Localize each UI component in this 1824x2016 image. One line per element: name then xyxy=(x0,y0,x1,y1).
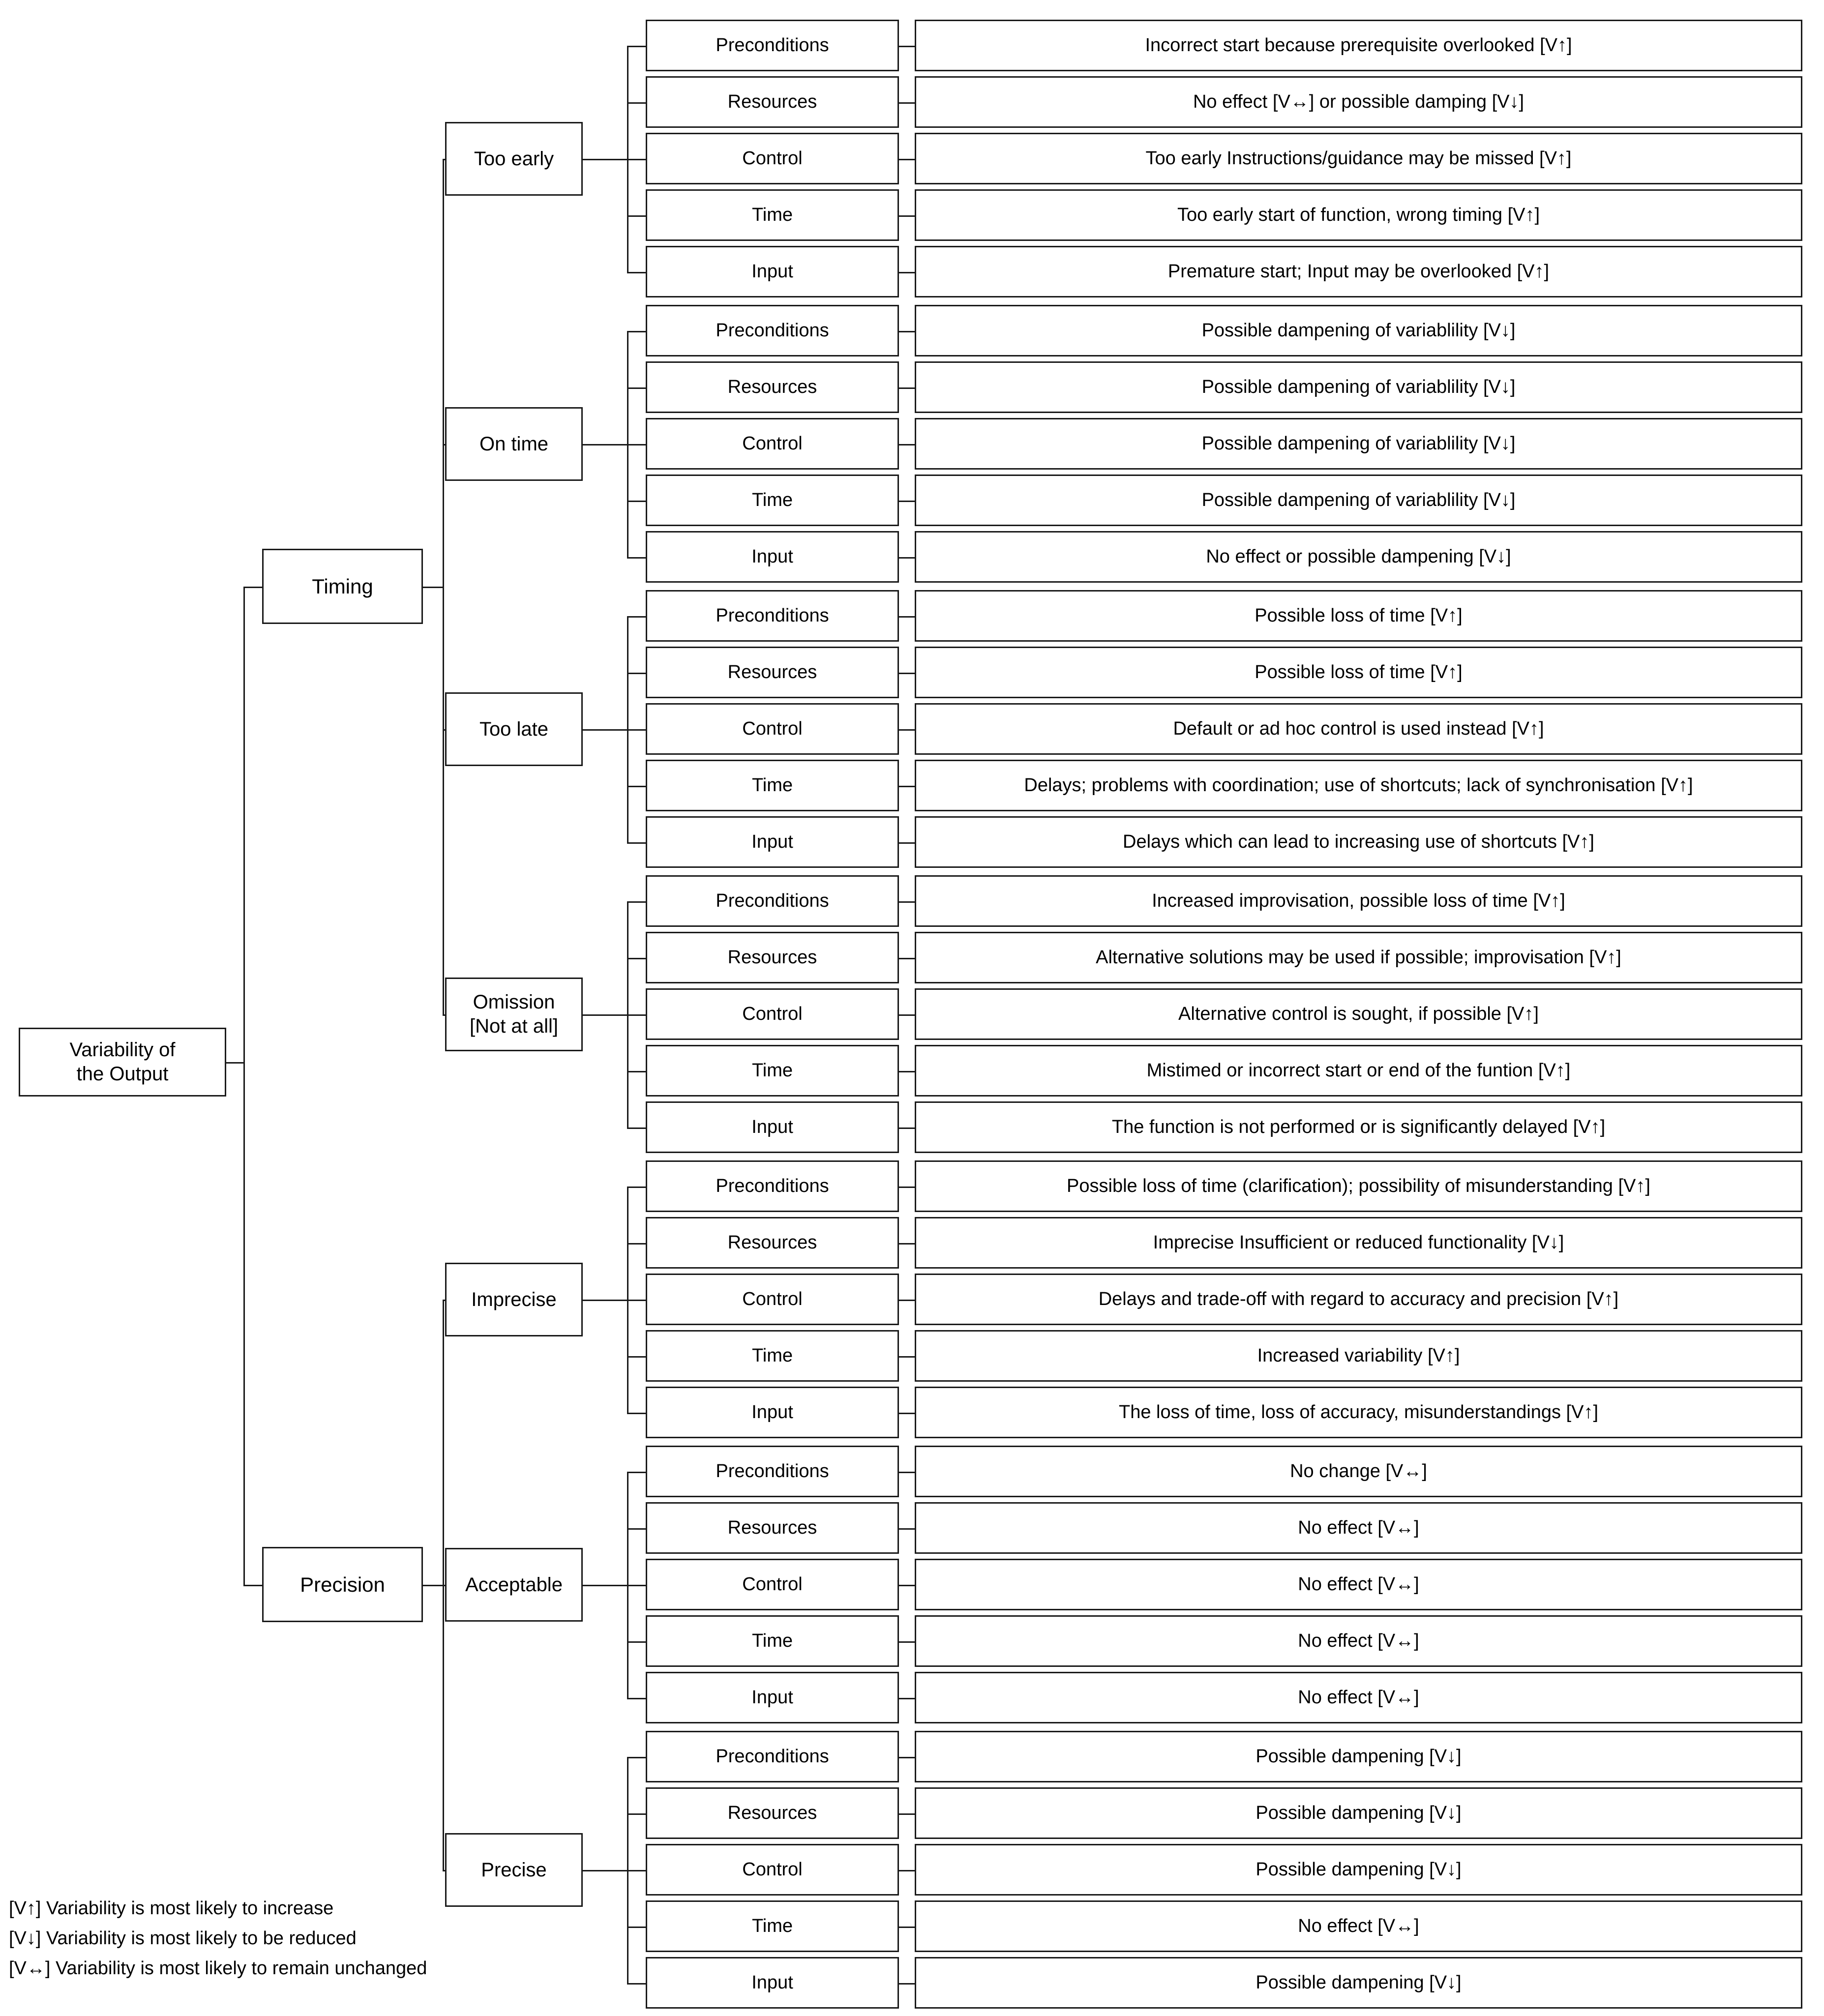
description-box-label: Default or ad hoc control is used instead [V↑] xyxy=(1173,718,1544,740)
description-box xyxy=(915,1615,1802,1667)
attribute-box-label: Time xyxy=(751,205,793,226)
description-box xyxy=(915,1900,1802,1952)
description-box xyxy=(915,361,1802,413)
attribute-box-label: Preconditions xyxy=(716,605,829,626)
mode-box xyxy=(445,1833,583,1907)
description-box xyxy=(915,647,1802,698)
mode-box-label: Imprecise xyxy=(471,1288,557,1310)
description-box-label: Alternative solutions may be used if possible; improvisation [V↑] xyxy=(1096,947,1621,968)
attribute-box xyxy=(646,1101,899,1153)
attribute-box xyxy=(646,20,899,71)
mode-attribute-link xyxy=(627,1472,646,1473)
mode-spine-link xyxy=(583,159,628,160)
attribute-box-label: Preconditions xyxy=(716,1176,829,1197)
attribute-description-link xyxy=(899,1585,915,1586)
description-box-label: Possible loss of time [V↑] xyxy=(1255,605,1463,626)
description-box xyxy=(915,1502,1802,1554)
description-box-label: The loss of time, loss of accuracy, misunderstandings [V↑] xyxy=(1118,1402,1599,1423)
description-box xyxy=(915,703,1802,755)
description-box-label: Possible dampening of variablility [V↓] xyxy=(1201,377,1516,398)
description-box xyxy=(915,246,1802,297)
description-box xyxy=(915,875,1802,927)
mode-attribute-link xyxy=(627,331,646,332)
attribute-box xyxy=(646,590,899,642)
mode-attribute-link xyxy=(627,1528,646,1530)
description-box xyxy=(915,20,1802,71)
description-box xyxy=(915,1217,1802,1269)
description-box xyxy=(915,1559,1802,1610)
attribute-box-label: Input xyxy=(751,261,793,282)
mode-box-label: Omission [Not at all] xyxy=(469,991,559,1037)
attribute-box-label: Control xyxy=(742,1574,803,1595)
attribute-box-label: Input xyxy=(751,831,793,853)
mode-attribute-link xyxy=(627,1014,646,1016)
mode-attribute-link xyxy=(627,901,646,903)
branch-box-precision xyxy=(262,1547,423,1622)
attribute-description-link xyxy=(899,1356,915,1358)
description-box-label: Alternative control is sought, if possible [V↑] xyxy=(1178,1004,1539,1025)
attribute-box-label: Resources xyxy=(727,1232,817,1253)
attribute-box xyxy=(646,647,899,698)
description-box xyxy=(915,1274,1802,1325)
attribute-box-label: Time xyxy=(751,775,793,796)
description-box xyxy=(915,133,1802,184)
attribute-box-label: Input xyxy=(751,1972,793,1993)
attribute-description-link xyxy=(899,1472,915,1473)
attribute-description-link xyxy=(899,1698,915,1699)
attribute-box-label: Control xyxy=(742,148,803,169)
attribute-description-link xyxy=(899,1983,915,1985)
attribute-description-link xyxy=(899,1813,915,1815)
attribute-description-link xyxy=(899,501,915,502)
description-box xyxy=(915,76,1802,128)
attribute-box-label: Preconditions xyxy=(716,890,829,912)
attribute-box xyxy=(646,1559,899,1610)
attribute-description-link xyxy=(899,729,915,731)
attribute-box xyxy=(646,1502,899,1554)
attribute-box-label: Control xyxy=(742,718,803,740)
attribute-box-label: Resources xyxy=(727,1803,817,1824)
attribute-description-link xyxy=(899,1870,915,1871)
mode-attribute-link xyxy=(627,786,646,787)
attribute-description-link xyxy=(899,272,915,273)
branch-mode-link xyxy=(443,1014,445,1016)
attribute-description-link xyxy=(899,1757,915,1758)
attribute-description-link xyxy=(899,1300,915,1301)
mode-attribute-link xyxy=(627,1813,646,1815)
description-box xyxy=(915,1330,1802,1382)
branch-spine-link xyxy=(423,1585,444,1586)
attribute-box-label: Time xyxy=(751,1916,793,1937)
mode-box-label: Precise xyxy=(481,1859,547,1881)
mode-box-label: Too late xyxy=(479,718,549,740)
attribute-description-link xyxy=(899,102,915,104)
description-box xyxy=(915,988,1802,1040)
attribute-box-label: Control xyxy=(742,433,803,454)
mode-box xyxy=(445,1263,583,1336)
attribute-description-link xyxy=(899,444,915,445)
root-stub-line xyxy=(226,1062,245,1064)
attribute-box-label: Input xyxy=(751,1402,793,1423)
description-box xyxy=(915,474,1802,526)
attribute-description-link xyxy=(899,673,915,674)
description-box-label: Too early start of function, wrong timing [V↑] xyxy=(1177,205,1540,226)
attribute-description-link xyxy=(899,557,915,559)
mode-box xyxy=(445,1548,583,1622)
attribute-description-link xyxy=(899,1413,915,1414)
attribute-box-label: Preconditions xyxy=(716,1746,829,1767)
attribute-description-link xyxy=(899,1071,915,1072)
mode-attribute-link xyxy=(627,1641,646,1643)
attribute-description-link xyxy=(899,1243,915,1245)
attribute-box xyxy=(646,1387,899,1438)
attribute-box xyxy=(646,1900,899,1952)
attribute-description-link xyxy=(899,1641,915,1643)
attribute-description-link xyxy=(899,786,915,787)
mode-attribute-link xyxy=(627,673,646,674)
mode-attribute-link xyxy=(627,1927,646,1928)
attribute-box-label: Preconditions xyxy=(716,35,829,56)
attribute-box-label: Time xyxy=(751,1060,793,1081)
description-box xyxy=(915,1446,1802,1497)
mode-attribute-link xyxy=(627,1300,646,1301)
mode-box xyxy=(445,122,583,196)
description-box xyxy=(915,189,1802,241)
attribute-box-label: Input xyxy=(751,1687,793,1708)
attribute-box xyxy=(646,361,899,413)
mode-attribute-link xyxy=(627,501,646,502)
mode-attribute-link xyxy=(627,215,646,217)
description-box-label: Delays and trade-off with regard to accuracy and precision [V↑] xyxy=(1098,1289,1619,1310)
attribute-description-link xyxy=(899,842,915,844)
root-branch-link xyxy=(243,587,262,588)
mode-box-label: On time xyxy=(479,433,549,455)
description-box-label: No effect [V↔] xyxy=(1298,1687,1419,1708)
attribute-box xyxy=(646,1731,899,1782)
attribute-description-link xyxy=(899,1186,915,1188)
description-box-label: Delays; problems with coordination; use of shortcuts; lack of synchronisation [V↑] xyxy=(1024,775,1693,796)
description-box-label: Possible dampening of variablility [V↓] xyxy=(1201,320,1516,341)
attribute-box xyxy=(646,1446,899,1497)
root-node-label: Variability of the Output xyxy=(69,1039,176,1085)
mode-attribute-link xyxy=(627,1243,646,1245)
attribute-box-label: Resources xyxy=(727,1517,817,1539)
mode-spine-link xyxy=(583,1014,628,1016)
mode-attribute-link xyxy=(627,159,646,160)
attribute-box-label: Input xyxy=(751,546,793,567)
root-branch-link xyxy=(243,1585,262,1586)
description-box-label: Increased variability [V↑] xyxy=(1257,1345,1460,1366)
description-box-label: Possible dampening [V↓] xyxy=(1256,1859,1462,1880)
description-box-label: Premature start; Input may be overlooked [V↑] xyxy=(1167,261,1550,282)
attribute-box xyxy=(646,305,899,356)
attribute-description-link xyxy=(899,1927,915,1928)
attribute-box xyxy=(646,1615,899,1667)
mode-attribute-link xyxy=(627,616,646,618)
mode-attribute-link xyxy=(627,1186,646,1188)
attribute-box-label: Control xyxy=(742,1004,803,1025)
mode-spine-link xyxy=(583,1300,628,1301)
mode-box xyxy=(445,978,583,1051)
attribute-box xyxy=(646,531,899,583)
attribute-description-link xyxy=(899,958,915,959)
mode-attribute-link xyxy=(627,1698,646,1699)
description-box-label: Possible loss of time [V↑] xyxy=(1255,662,1463,683)
attribute-box xyxy=(646,189,899,241)
mode-attribute-link xyxy=(627,387,646,389)
branch-spine-link xyxy=(423,587,444,588)
attribute-box-label: Time xyxy=(751,1345,793,1366)
description-box-label: Possible dampening of variablility [V↓] xyxy=(1201,490,1516,511)
mode-box-label: Too early xyxy=(474,148,554,170)
description-box-label: No effect [V↔] xyxy=(1298,1631,1419,1652)
mode-attribute-link xyxy=(627,1356,646,1358)
mode-spine-link xyxy=(583,1585,628,1586)
mode-attribute-link xyxy=(627,729,646,731)
description-box-label: Possible dampening [V↓] xyxy=(1256,1972,1462,1993)
mode-box xyxy=(445,407,583,481)
description-box-label: No effect [V↔] xyxy=(1298,1517,1419,1539)
description-box xyxy=(915,305,1802,356)
legend-item-1: [V↓] Variability is most likely to be reduced xyxy=(9,1928,357,1949)
attribute-description-link xyxy=(899,159,915,160)
mode-attribute-link xyxy=(627,1757,646,1758)
attribute-box-label: Resources xyxy=(727,377,817,398)
attribute-box xyxy=(646,1045,899,1097)
mode-attribute-link xyxy=(627,842,646,844)
attribute-box xyxy=(646,1957,899,2009)
legend-item-0: [V↑] Variability is most likely to increase xyxy=(9,1898,334,1919)
attribute-description-link xyxy=(899,616,915,618)
attribute-box-label: Resources xyxy=(727,947,817,968)
attribute-box xyxy=(646,1844,899,1896)
attribute-box xyxy=(646,1672,899,1723)
description-box-label: No effect or possible dampening [V↓] xyxy=(1206,546,1511,567)
description-box xyxy=(915,1957,1802,2009)
branch-box-precision-label: Precision xyxy=(300,1572,385,1596)
description-box xyxy=(915,1672,1802,1723)
mode-box xyxy=(445,692,583,766)
attribute-box-label: Preconditions xyxy=(716,1461,829,1482)
branch-box-timing-label: Timing xyxy=(312,574,373,598)
description-box xyxy=(915,816,1802,868)
attribute-box-label: Resources xyxy=(727,662,817,683)
branch-box-timing xyxy=(262,549,423,624)
mode-spine-link xyxy=(583,1870,628,1871)
description-box xyxy=(915,590,1802,642)
attribute-box-label: Input xyxy=(751,1117,793,1138)
description-box-label: Possible dampening of variablility [V↓] xyxy=(1201,433,1516,454)
attribute-box xyxy=(646,703,899,755)
attribute-box-label: Time xyxy=(751,1631,793,1652)
attribute-description-link xyxy=(899,1127,915,1129)
description-box-label: Possible dampening [V↓] xyxy=(1256,1746,1462,1767)
attribute-box xyxy=(646,988,899,1040)
description-box xyxy=(915,760,1802,811)
attribute-box xyxy=(646,133,899,184)
attribute-description-link xyxy=(899,331,915,332)
description-box-label: No effect [V↔] xyxy=(1298,1916,1419,1937)
description-box-label: No change [V↔] xyxy=(1290,1461,1427,1482)
attribute-box-label: Preconditions xyxy=(716,320,829,341)
attribute-box xyxy=(646,474,899,526)
description-box-label: Possible loss of time (clarification); possibility of misunderstanding [V↑] xyxy=(1067,1176,1650,1197)
attribute-box xyxy=(646,418,899,470)
mode-attribute-link xyxy=(627,1071,646,1072)
description-box xyxy=(915,1787,1802,1839)
mode-spine-link xyxy=(583,729,628,731)
mode-attribute-link xyxy=(627,272,646,273)
description-box-label: Incorrect start because prerequisite overlooked [V↑] xyxy=(1145,35,1572,56)
description-box-label: Too early Instructions/guidance may be missed [V↑] xyxy=(1145,148,1572,169)
root-spine xyxy=(243,587,245,1585)
mode-box-label: Acceptable xyxy=(465,1573,563,1596)
root-node xyxy=(19,1028,226,1097)
description-box-label: Imprecise Insufficient or reduced functionality [V↓] xyxy=(1153,1232,1564,1253)
mode-attribute-link xyxy=(627,958,646,959)
description-box xyxy=(915,1045,1802,1097)
mode-attribute-link xyxy=(627,46,646,47)
attribute-box xyxy=(646,1787,899,1839)
description-box xyxy=(915,418,1802,470)
description-box-label: No effect [V↔] xyxy=(1298,1574,1419,1595)
attribute-description-link xyxy=(899,1014,915,1016)
attribute-box-label: Resources xyxy=(727,91,817,113)
attribute-box xyxy=(646,76,899,128)
mode-attribute-link xyxy=(627,1127,646,1129)
attribute-box xyxy=(646,760,899,811)
mode-attribute-link xyxy=(627,444,646,445)
attribute-box xyxy=(646,875,899,927)
description-box xyxy=(915,1160,1802,1212)
description-box xyxy=(915,1387,1802,1438)
attribute-description-link xyxy=(899,901,915,903)
description-box-label: Possible dampening [V↓] xyxy=(1256,1803,1462,1824)
attribute-box xyxy=(646,1330,899,1382)
attribute-description-link xyxy=(899,215,915,217)
description-box xyxy=(915,932,1802,983)
attribute-box-label: Control xyxy=(742,1859,803,1880)
attribute-description-link xyxy=(899,1528,915,1530)
description-box xyxy=(915,1844,1802,1896)
attribute-description-link xyxy=(899,387,915,389)
description-box xyxy=(915,1101,1802,1153)
attribute-box xyxy=(646,932,899,983)
attribute-box-label: Control xyxy=(742,1289,803,1310)
mode-attribute-link xyxy=(627,1413,646,1414)
description-box-label: No effect [V↔] or possible damping [V↓] xyxy=(1193,91,1525,113)
mode-attribute-link xyxy=(627,102,646,104)
description-box-label: Delays which can lead to increasing use of shortcuts [V↑] xyxy=(1123,831,1594,853)
description-box-label: The function is not performed or is significantly delayed [V↑] xyxy=(1111,1117,1606,1138)
description-box-label: Increased improvisation, possible loss of time [V↑] xyxy=(1152,890,1565,912)
branch-mode-link xyxy=(443,1870,445,1871)
mode-attribute-link xyxy=(627,1585,646,1586)
attribute-description-link xyxy=(899,46,915,47)
attribute-box xyxy=(646,1160,899,1212)
mode-attribute-link xyxy=(627,1870,646,1871)
legend-item-2: [V↔] Variability is most likely to remain unchanged xyxy=(9,1958,427,1979)
attribute-box xyxy=(646,1274,899,1325)
mode-attribute-link xyxy=(627,557,646,559)
description-box xyxy=(915,531,1802,583)
attribute-box-label: Time xyxy=(751,490,793,511)
attribute-box xyxy=(646,246,899,297)
mode-spine-link xyxy=(583,444,628,445)
description-box-label: Mistimed or incorrect start or end of the funtion [V↑] xyxy=(1146,1060,1571,1081)
mode-attribute-link xyxy=(627,1983,646,1985)
description-box xyxy=(915,1731,1802,1782)
attribute-box xyxy=(646,1217,899,1269)
attribute-box xyxy=(646,816,899,868)
